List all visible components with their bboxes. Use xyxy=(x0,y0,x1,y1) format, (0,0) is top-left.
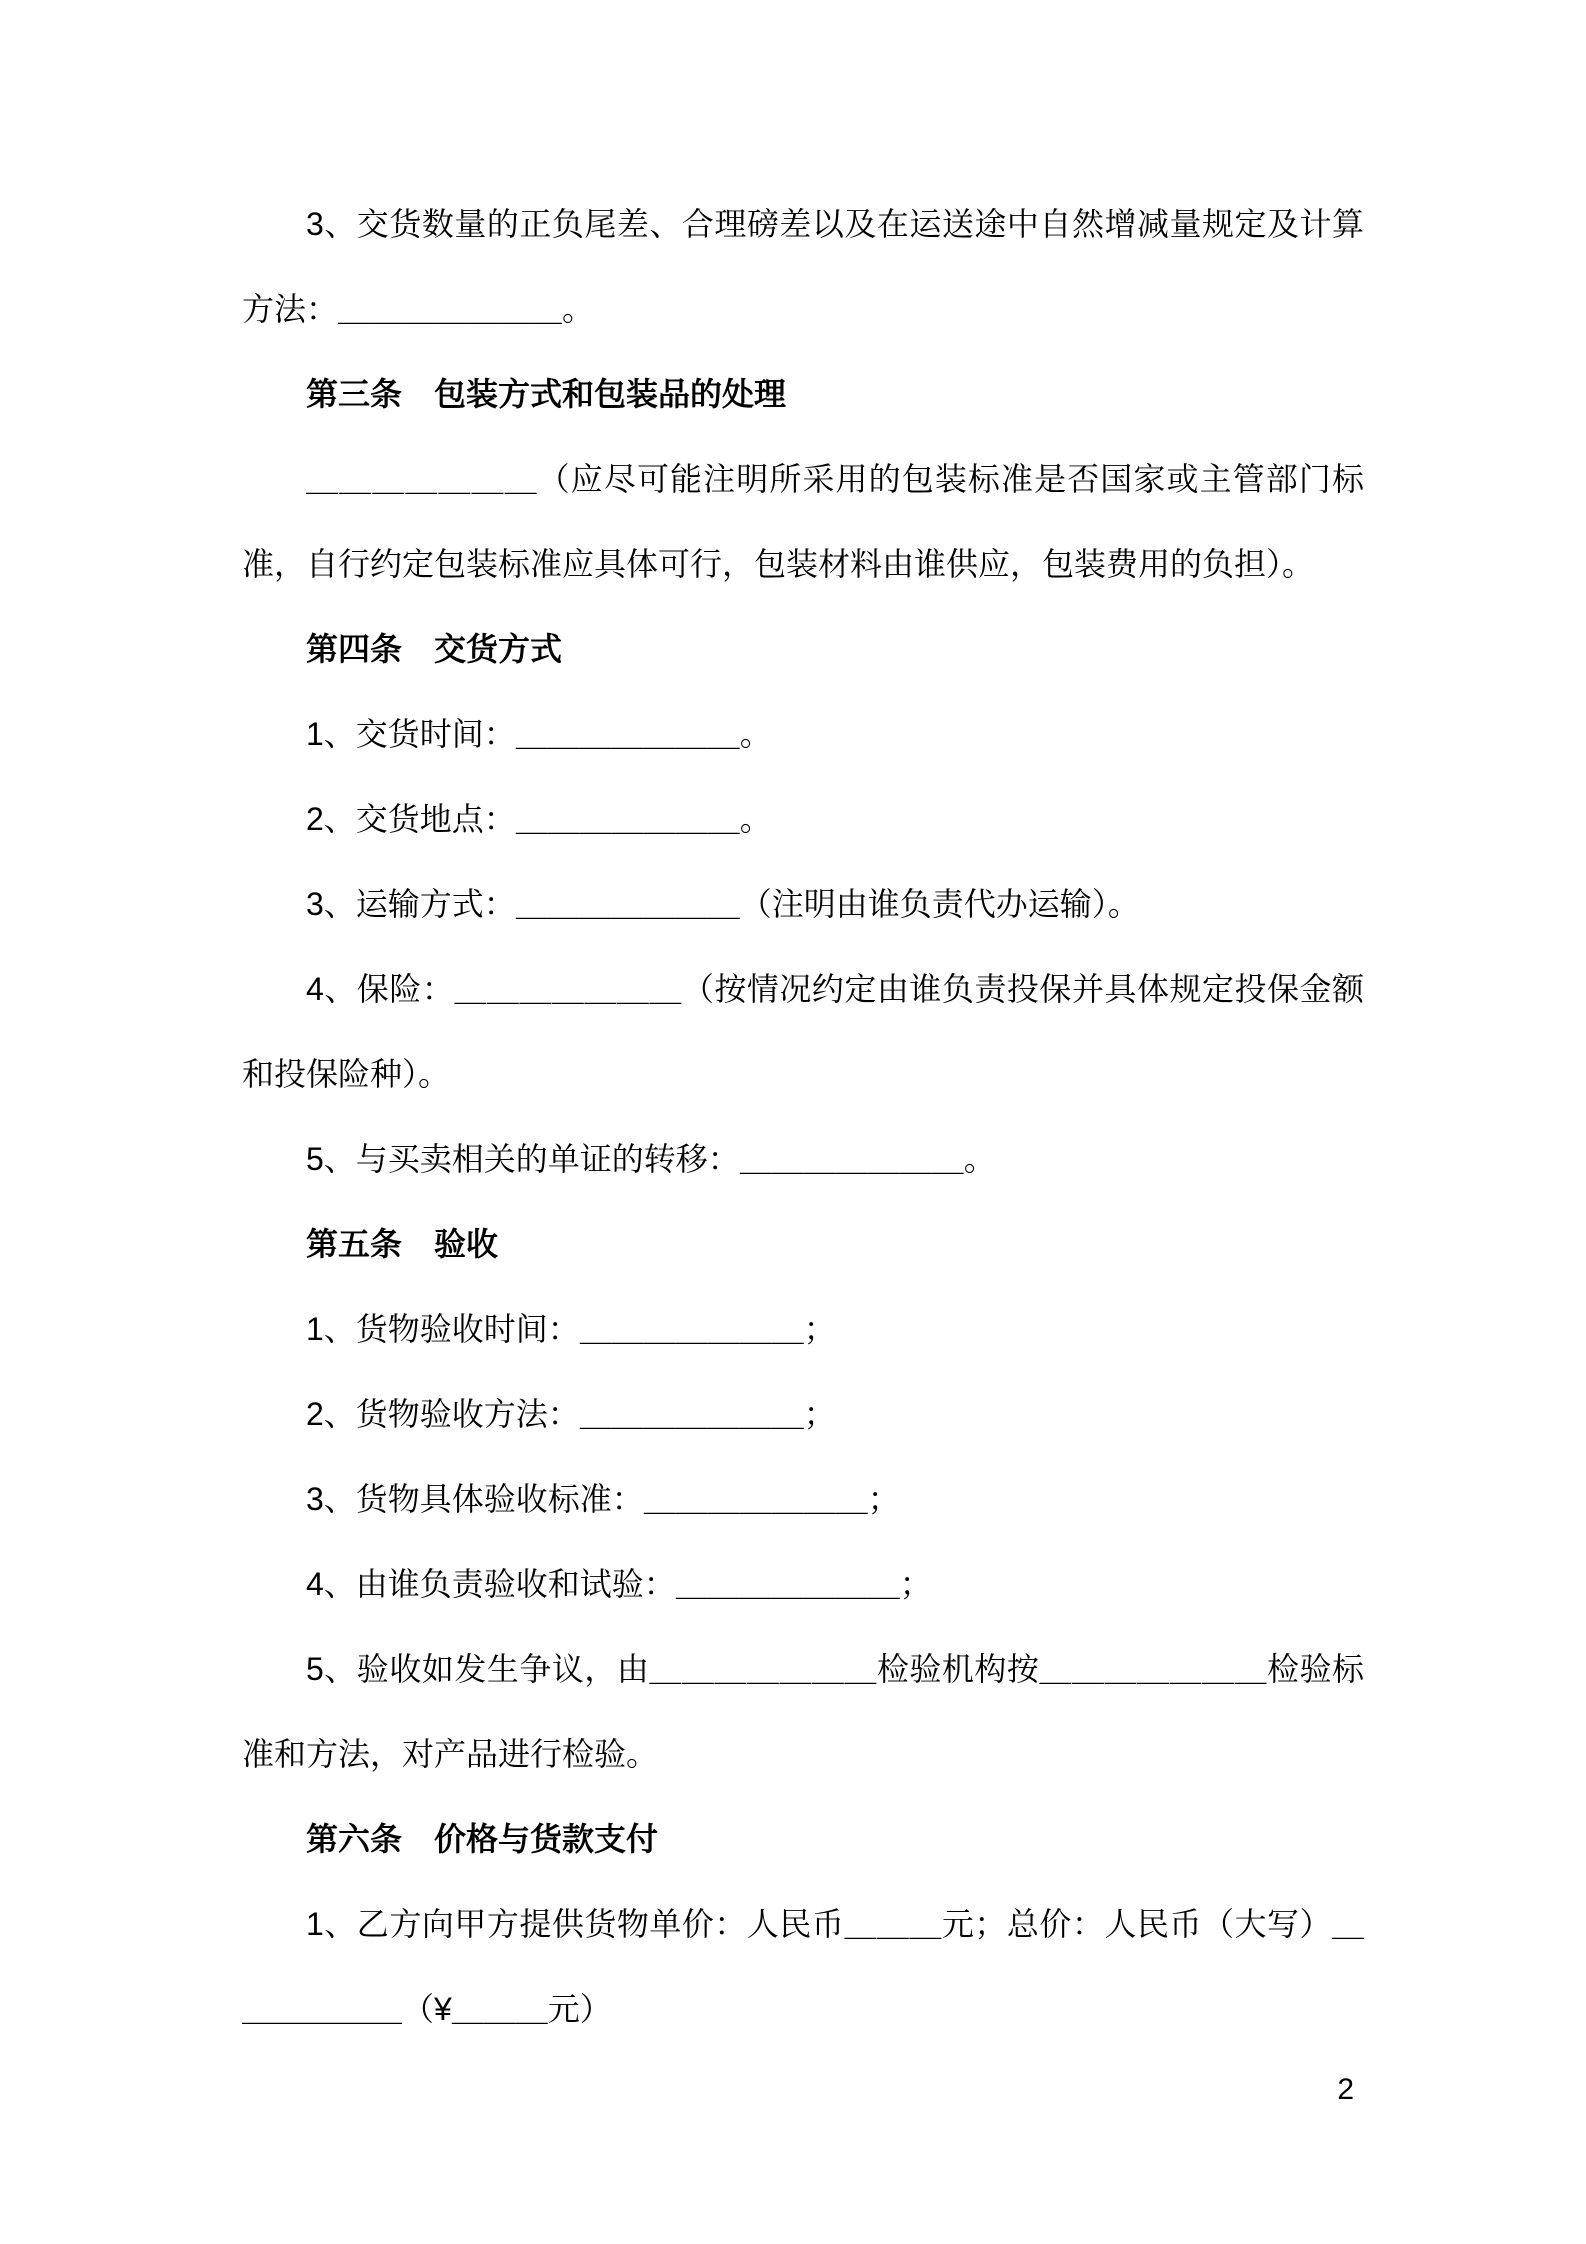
paragraph-document-transfer: 5、与买卖相关的单证的转移：＿＿＿＿＿＿＿。 xyxy=(306,1141,996,1177)
heading-clause-3-packaging: 第三条 包装方式和包装品的处理 xyxy=(306,376,787,412)
paragraph-unit-price-total: 1、乙方向甲方提供货物单价：人民币＿＿＿元；总价：人民币（大写）＿​＿​＿​＿​＿​＿（¥＿＿＿元） xyxy=(242,1906,1364,2027)
page-number: 2 xyxy=(1337,2073,1354,2106)
heading-clause-5-acceptance: 第五条 验收 xyxy=(306,1226,499,1262)
paragraph-acceptance-responsible: 4、由谁负责验收和试验：＿＿＿＿＿＿＿； xyxy=(306,1566,932,1602)
paragraph-delivery-quantity-tolerance: 3、交货数量的正负尾差、合理磅差以及在运送途中自然增减量规定及计算方法：＿＿＿＿＿＿＿。 xyxy=(242,206,1364,327)
contract-body xyxy=(242,182,1364,2052)
paragraph-delivery-time: 1、交货时间：＿＿＿＿＿＿＿。 xyxy=(306,716,772,752)
paragraph-delivery-place: 2、交货地点：＿＿＿＿＿＿＿。 xyxy=(306,801,772,837)
paragraph-acceptance-method: 2、货物验收方法：＿＿＿＿＿＿＿； xyxy=(306,1396,836,1432)
heading-clause-4-delivery-method: 第四条 交货方式 xyxy=(306,631,563,667)
paragraph-insurance: 4、保险：＿＿＿＿＿＿＿（按情况约定由谁负责投保并具体规定投保金额和投保险种）。 xyxy=(242,971,1364,1092)
paragraph-packaging-notes: ＿＿＿＿＿＿＿（应尽可能注明所采用的包装标准是否国家或主管部门标准，自行约定包装标准应具体可行，包装材料由谁供应，包装费用的负担）。 xyxy=(242,461,1364,582)
paragraph-acceptance-time: 1、货物验收时间：＿＿＿＿＿＿＿； xyxy=(306,1311,836,1347)
paragraph-transport-method: 3、运输方式：＿＿＿＿＿＿＿（注明由谁负责代办运输）。 xyxy=(306,886,1140,922)
paragraph-acceptance-standard: 3、货物具体验收标准：＿＿＿＿＿＿＿； xyxy=(306,1481,900,1517)
heading-clause-6-price-payment: 第六条 价格与货款支付 xyxy=(306,1821,659,1857)
paragraph-acceptance-dispute: 5、验收如发生争议，由＿＿＿＿＿＿＿检验机构按＿＿＿＿＿＿＿检验标准和方法，对产品进行检验。 xyxy=(242,1651,1364,1772)
